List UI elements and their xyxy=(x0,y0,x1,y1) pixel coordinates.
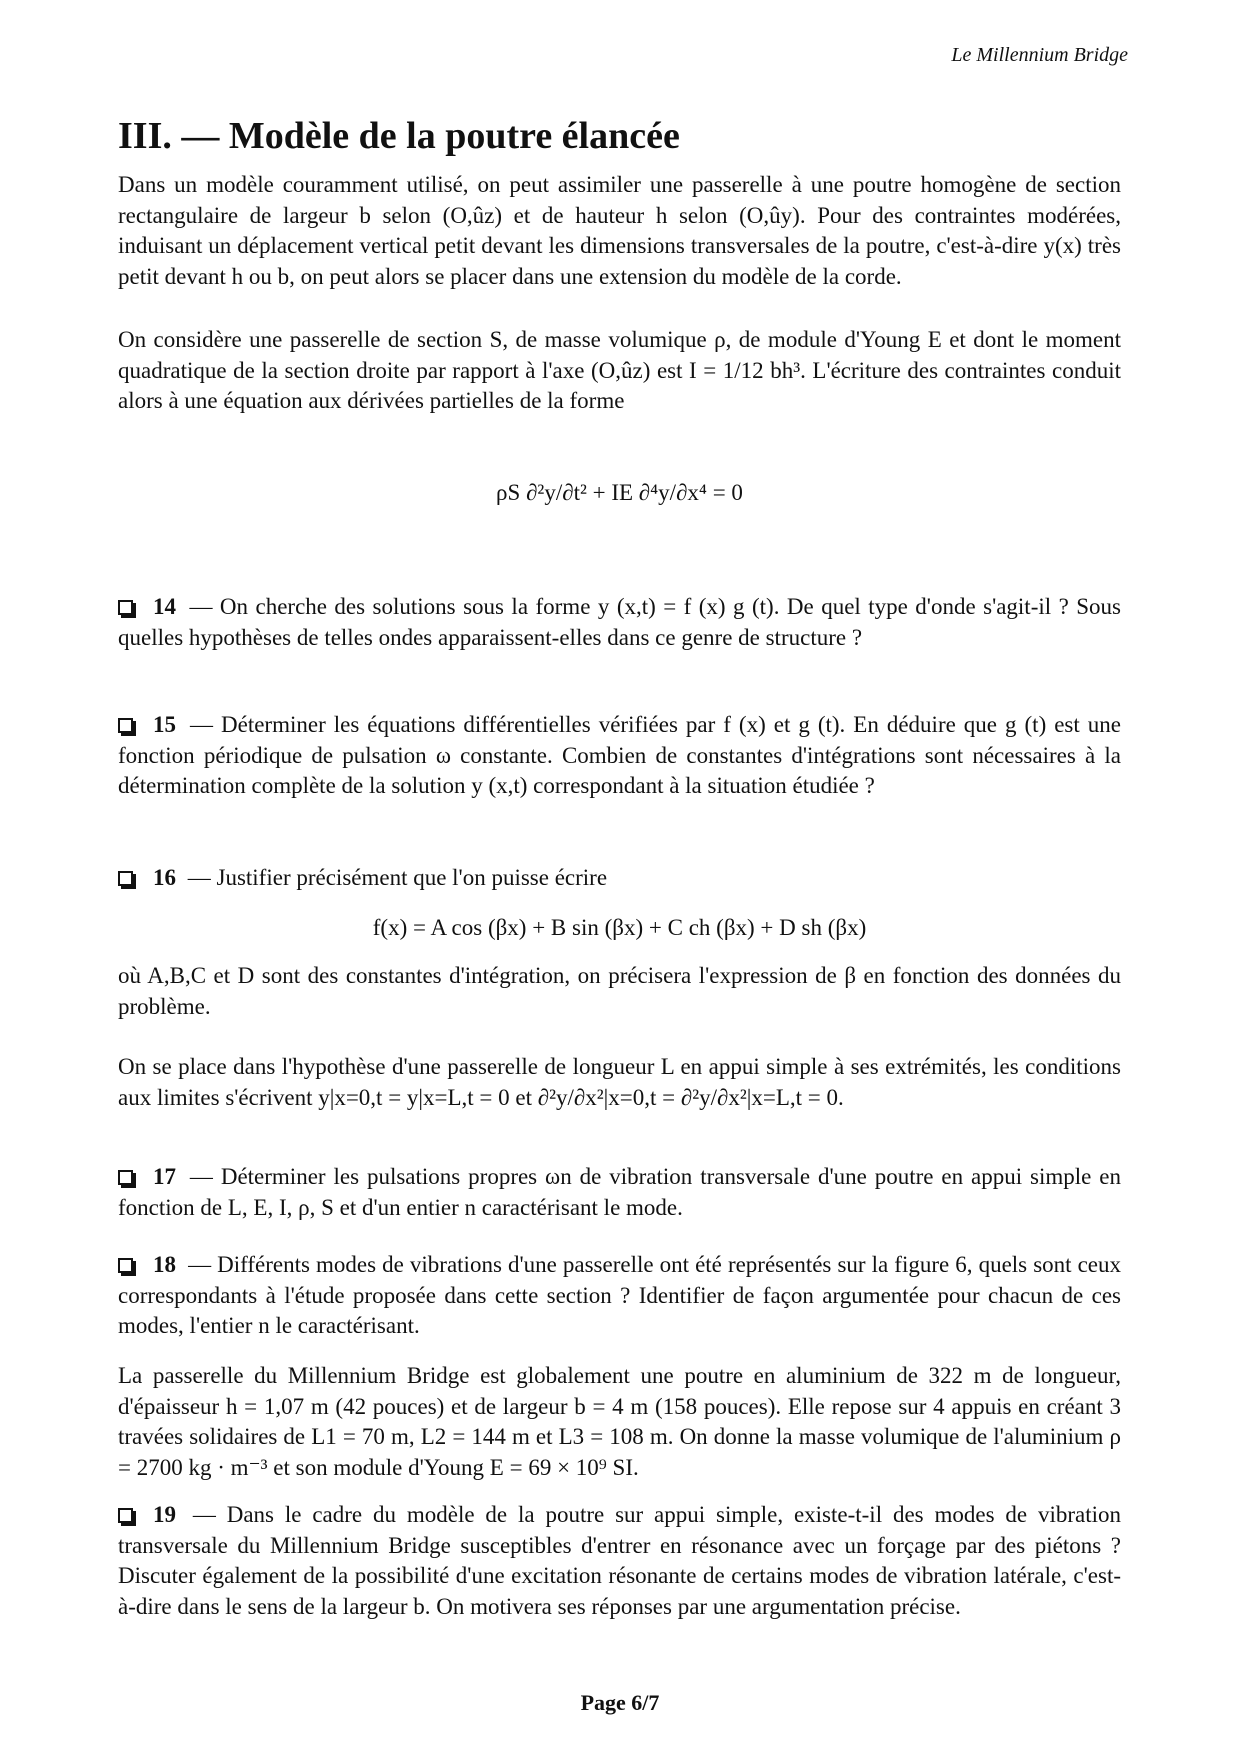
paragraph-4-text: On se place dans l'hypothèse d'une passerelle de longueur L en appui simple à ses extrémités, les conditions aux limites s'écrivent y|x=0,t = y|x=L,t = 0 et ∂²y/∂x²|x=0,t = ∂²y/∂x²|x=L,t = 0. xyxy=(118,1054,1121,1110)
checkbox-icon xyxy=(118,1508,133,1523)
question-16: 16 — Justifier précisément que l'on puisse écrire xyxy=(118,863,1121,894)
equation-fx-text: f(x) = A cos (βx) + B sin (βx) + C ch (βx) + D sh (βx) xyxy=(372,915,867,940)
question-18: 18 — Différents modes de vibrations d'une passerelle ont été représentés sur la figure 6, quels sont ceux correspondants à l'étude proposée dans cette section ? Identifier de façon argumentée pour chacun de ces modes, l'entier n le caractérisant. xyxy=(118,1252,1122,1338)
question-number: 17 xyxy=(153,1164,176,1189)
paragraph-5 xyxy=(118,1361,1121,1483)
checkbox-icon xyxy=(118,1170,133,1185)
paragraph-3 xyxy=(118,961,1121,1022)
question-text: Différents modes de vibrations d'une passerelle ont été représentés sur la figure 6, quels sont ceux correspondants à l'étude proposée dans cette section ? Identifier de façon argumentée pour chacun de ces modes, l'entier n le caractérisant. xyxy=(118,1252,1122,1338)
question-15: 15 — Déterminer les équations différentielles vérifiées par f (x) et g (t). En déduire que g (t) est une fonction périodique de pulsation ω constante. Combien de constantes d'intégrations sont nécessaires à la détermination complète de la solution y (x,t) correspondant à la situation étudiée ? xyxy=(118,712,1121,798)
question-text: On cherche des solutions sous la forme y (x,t) = f (x) g (t). De quel type d'onde s'agit-il ? Sous quelles hypothèses de telles ondes apparaissent-elles dans ce genre de structure ? xyxy=(118,594,1121,650)
paragraph-4 xyxy=(118,1052,1121,1113)
equation-fx xyxy=(118,913,1121,944)
paragraph-1 xyxy=(118,170,1121,292)
section-title: III. — Modèle de la poutre élancée xyxy=(118,115,680,157)
question-number: 15 xyxy=(153,712,176,737)
running-title: Le Millennium Bridge xyxy=(951,44,1128,66)
checkbox-icon xyxy=(118,871,133,886)
checkbox-icon xyxy=(118,600,133,615)
equation-pde-text: ρS ∂²y/∂t² + IE ∂⁴y/∂x⁴ = 0 xyxy=(496,480,743,505)
paragraph-2 xyxy=(118,325,1121,417)
question-17: 17 — Déterminer les pulsations propres ωn de vibration transversale d'une poutre en appui simple en fonction de L, E, I, ρ, S et d'un entier n caractérisant le mode. xyxy=(118,1164,1121,1220)
question-text: Dans le cadre du modèle de la poutre sur appui simple, existe-t-il des modes de vibration transversale du Millennium Bridge susceptibles d'entrer en résonance avec un forçage par des piétons ? Discuter également de la possibilité d'une excitation résonante de certains modes de vibration latérale, c'est-à-dire dans le sens de la largeur b. On motivera ses réponses par une argumentation précise. xyxy=(118,1502,1122,1619)
equation-pde xyxy=(118,478,1121,509)
question-number: 16 xyxy=(153,865,176,890)
question-number: 18 xyxy=(153,1252,176,1277)
question-number: 14 xyxy=(153,594,176,619)
question-text: Déterminer les pulsations propres ωn de vibration transversale d'une poutre en appui simple en fonction de L, E, I, ρ, S et d'un entier n caractérisant le mode. xyxy=(118,1164,1121,1220)
checkbox-icon xyxy=(118,718,133,733)
page-number: Page 6/7 xyxy=(580,1690,660,1715)
question-number: 19 xyxy=(153,1502,176,1527)
question-text: Justifier précisément que l'on puisse écrire xyxy=(216,865,608,890)
paragraph-3-text: où A,B,C et D sont des constantes d'intégration, on précisera l'expression de β en fonction des données du problème. xyxy=(118,963,1121,1019)
paragraph-1-text: Dans un modèle couramment utilisé, on peut assimiler une passerelle à une poutre homogène de section rectangulaire de largeur b selon (O,ûz) et de hauteur h selon (O,ûy). Pour des contraintes modérées, induisant un déplacement vertical petit devant les dimensions transversales de la poutre, c'est-à-dire y(x) très petit devant h ou b, on peut alors se placer dans une extension du modèle de la corde. xyxy=(118,172,1121,289)
question-text: Déterminer les équations différentielles vérifiées par f (x) et g (t). En déduire que g (t) est une fonction périodique de pulsation ω constante. Combien de constantes d'intégrations sont nécessaires à la détermination complète de la solution y (x,t) correspondant à la situation étudiée ? xyxy=(118,712,1121,798)
checkbox-icon xyxy=(118,1258,133,1273)
question-19: 19 — Dans le cadre du modèle de la poutre sur appui simple, existe-t-il des modes de vibration transversale du Millennium Bridge susceptibles d'entrer en résonance avec un forçage par des piétons ? Discuter également de la possibilité d'une excitation résonante de certains modes de vibration latérale, c'est-à-dire dans le sens de la largeur b. On motivera ses réponses par une argumentation précise. xyxy=(118,1502,1122,1619)
paragraph-2-text: On considère une passerelle de section S, de masse volumique ρ, de module d'Young E et dont le moment quadratique de la section droite par rapport à l'axe (O,ûz) est I = 1/12 bh³. L'écriture des contraintes conduit alors à une équation aux dérivées partielles de la forme xyxy=(118,327,1121,413)
paragraph-5-text: La passerelle du Millennium Bridge est globalement une poutre en aluminium de 322 m de longueur, d'épaisseur h = 1,07 m (42 pouces) et de largeur b = 4 m (158 pouces). Elle repose sur 4 appuis en créant 3 travées solidaires de L1 = 70 m, L2 = 144 m et L3 = 108 m. On donne la masse volumique de l'aluminium ρ = 2700 kg · m⁻³ et son module d'Young E = 69 × 10⁹ SI. xyxy=(118,1363,1121,1480)
question-14: 14 — On cherche des solutions sous la forme y (x,t) = f (x) g (t). De quel type d'onde s'agit-il ? Sous quelles hypothèses de telles ondes apparaissent-elles dans ce genre de structure ? xyxy=(118,594,1121,650)
